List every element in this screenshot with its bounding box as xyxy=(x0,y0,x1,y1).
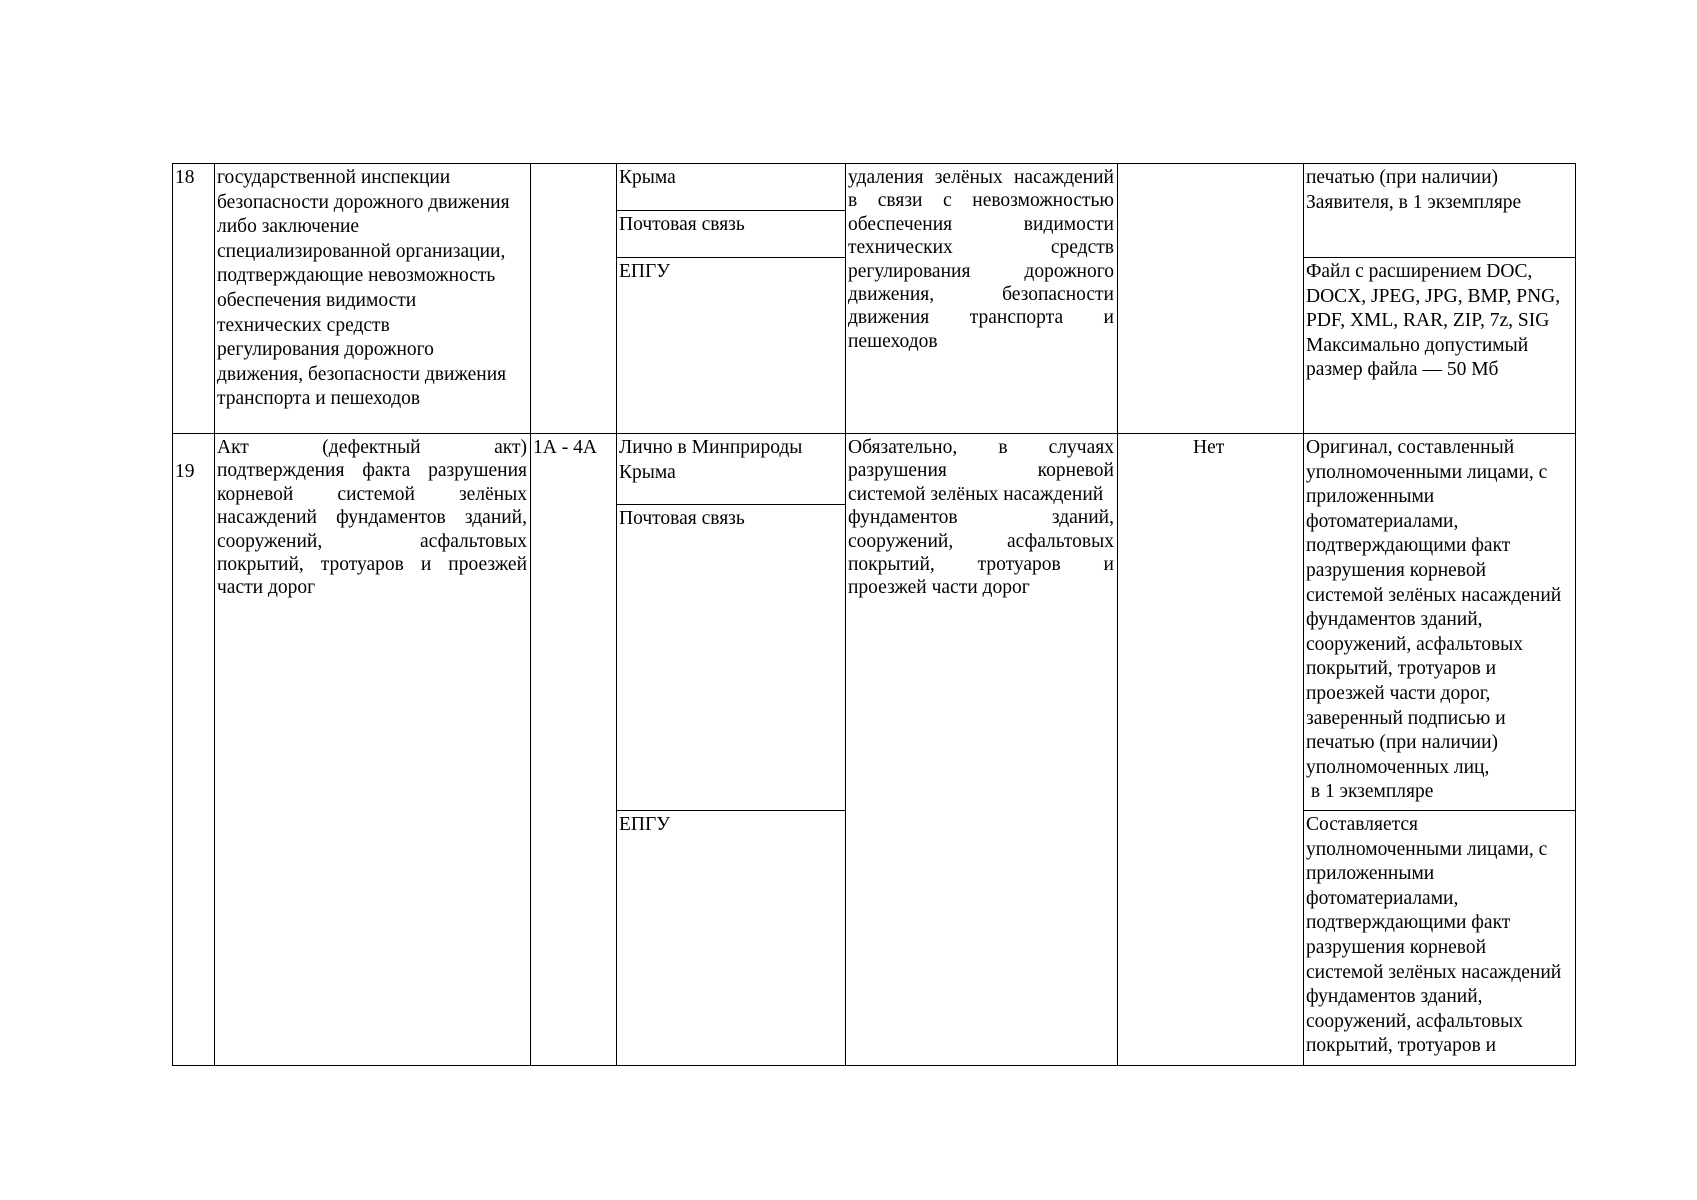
channel-cell: ЕПГУ xyxy=(619,261,671,282)
text-line: фундаментов зданий, xyxy=(1306,609,1483,631)
text-line: насаждений фундаментов зданий, xyxy=(217,507,527,529)
cell-divider xyxy=(616,257,845,258)
column-divider xyxy=(1117,163,1118,1066)
text-line: в 1 экземпляре xyxy=(1306,781,1434,803)
text-line: фундаментов зданий, xyxy=(848,507,1114,529)
channel-cell xyxy=(619,436,802,485)
text-line: сооружений, асфальтовых xyxy=(848,530,1114,552)
text-line: системой зелёных насаждений xyxy=(848,483,1104,505)
requirements-cell xyxy=(1306,166,1521,215)
text-line: регулирования дорожного xyxy=(848,260,1114,282)
text-line: в связи с невозможностью xyxy=(848,190,1114,212)
text-line: приложенными xyxy=(1306,863,1435,885)
text-line: подтверждающие невозможность xyxy=(217,265,496,287)
text-line: Заявителя, в 1 экземпляре xyxy=(1306,191,1522,213)
text-line: уполномоченных лиц, xyxy=(1306,756,1490,778)
text-line: PDF, XML, RAR, ZIP, 7z, SIG xyxy=(1306,310,1550,332)
text-line: DOCX, JPEG, JPG, BMP, PNG, xyxy=(1306,285,1561,307)
text-line: фотоматериалами, xyxy=(1306,887,1459,909)
column-divider xyxy=(214,163,215,1066)
text-line: покрытий, тротуаров и xyxy=(1306,658,1497,680)
text-line: Файл с расширением DOC, xyxy=(1306,261,1533,282)
text-line: сооружений, асфальтовых xyxy=(1306,633,1524,655)
text-line: фотоматериалами, xyxy=(1306,510,1459,532)
column-divider xyxy=(616,163,617,1066)
code-cell: 1А - 4А xyxy=(533,437,597,458)
text-line: Оригинал, составленный xyxy=(1306,437,1515,458)
cell-divider xyxy=(616,810,845,811)
text-line: разрушения корневой xyxy=(848,460,1114,482)
text-line: движения, безопасности движения xyxy=(217,363,507,385)
text-line: заверенный подписью и xyxy=(1306,707,1506,729)
text-line: сооружений, асфальтовых xyxy=(217,530,527,552)
text-line: Лично в Минприроды xyxy=(619,437,803,458)
column-divider xyxy=(845,163,846,1066)
requirements-cell xyxy=(1306,813,1561,1059)
text-line: либо заключение xyxy=(217,216,360,238)
channel-cell: ЕПГУ xyxy=(619,814,671,835)
text-line: проезжей части дорог, xyxy=(1306,682,1491,704)
text-line: подтверждения факта разрушения xyxy=(217,460,527,482)
text-line: сооружений, асфальтовых xyxy=(1306,1010,1524,1032)
text-line: проезжей части дорог xyxy=(848,577,1030,599)
text-line: специализированной организации, xyxy=(217,240,506,262)
text-line: приложенными xyxy=(1306,486,1435,508)
text-line: обеспечения видимости xyxy=(217,289,417,311)
text-line: разрушения корневой xyxy=(1306,559,1487,581)
text-line: системой зелёных насаждений xyxy=(1306,584,1562,606)
condition-cell xyxy=(848,436,1114,600)
text-line: покрытий, тротуаров и проезжей xyxy=(217,554,527,576)
text-line: транспорта и пешеходов xyxy=(217,388,421,410)
cell-divider xyxy=(1303,257,1576,258)
text-line: Крыма xyxy=(619,461,676,483)
text-line: фундаментов зданий, xyxy=(1306,986,1483,1008)
text-line: корневой системой зелёных xyxy=(217,483,527,505)
text-line: удаления зелёных насаждений xyxy=(848,167,1114,188)
text-line: Составляется xyxy=(1306,814,1419,835)
text-line: технических средств xyxy=(217,314,390,336)
text-line: разрушения корневой xyxy=(1306,936,1487,958)
text-line: уполномоченными лицами, с xyxy=(1306,838,1548,860)
text-line: обеспечения видимости xyxy=(848,213,1114,235)
row-number: 19 xyxy=(175,461,195,482)
text-line: покрытий, тротуаров и xyxy=(848,554,1114,576)
text-line: подтверждающими факт xyxy=(1306,535,1511,557)
text-line: движения, безопасности xyxy=(848,284,1114,306)
text-line: печатью (при наличии) xyxy=(1306,167,1499,188)
text-line: размер файла — 50 Мб xyxy=(1306,359,1499,381)
document-name-cell xyxy=(217,436,527,600)
cell-divider xyxy=(616,504,845,505)
text-line: безопасности дорожного движения xyxy=(217,191,510,213)
channel-cell: Почтовая связь xyxy=(619,214,745,235)
channel-cell: Почтовая связь xyxy=(619,508,745,529)
text-line: движения транспорта и xyxy=(848,307,1114,329)
column-divider xyxy=(530,163,531,1066)
condition-cell xyxy=(848,166,1114,353)
text-line: покрытий, тротуаров и xyxy=(1306,1035,1497,1057)
text-line: части дорог xyxy=(217,577,316,599)
requirements-cell xyxy=(1306,260,1560,383)
column-divider xyxy=(1303,163,1304,1066)
flag-cell: Нет xyxy=(1193,437,1225,458)
cell-divider xyxy=(616,210,845,211)
text-line: уполномоченными лицами, с xyxy=(1306,461,1548,483)
text-line: государственной инспекции xyxy=(217,167,451,188)
text-line: технических средств xyxy=(848,237,1114,259)
channel-cell: Крыма xyxy=(619,167,676,188)
text-line: системой зелёных насаждений xyxy=(1306,961,1562,983)
text-line: пешеходов xyxy=(848,330,938,352)
text-line: регулирования дорожного xyxy=(217,339,434,361)
text-line: печатью (при наличии) xyxy=(1306,732,1499,754)
row-number: 18 xyxy=(175,167,195,188)
row-divider xyxy=(172,433,1576,434)
requirements-cell xyxy=(1306,436,1561,805)
text-line: подтверждающими факт xyxy=(1306,912,1511,934)
cell-divider xyxy=(1303,810,1576,811)
text-line: Обязательно, в случаях xyxy=(848,437,1114,458)
text-line: Максимально допустимый xyxy=(1306,334,1529,356)
text-line: Акт (дефектный акт) xyxy=(217,437,527,458)
document-name-cell xyxy=(217,166,510,412)
